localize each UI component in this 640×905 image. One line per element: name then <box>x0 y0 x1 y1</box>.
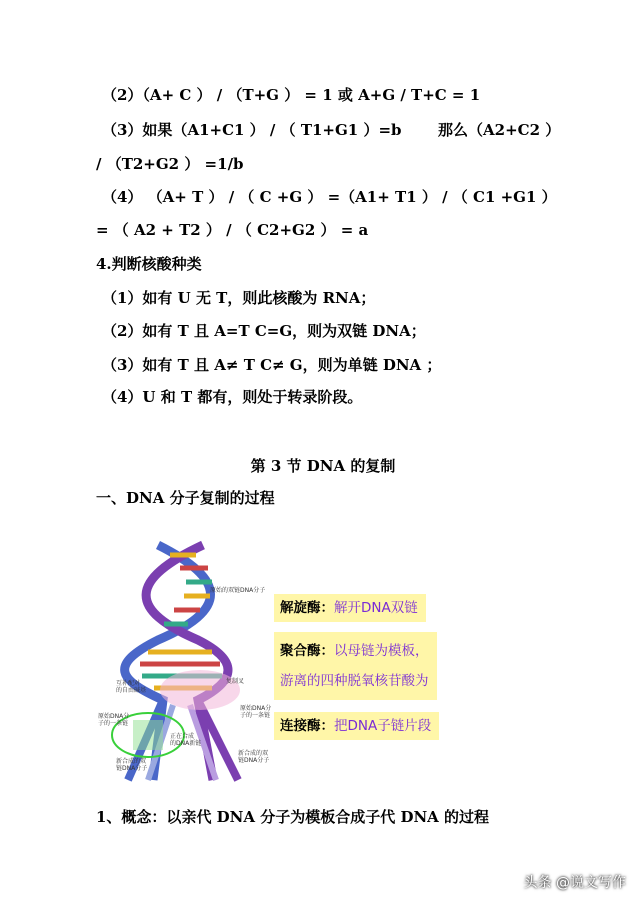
label-new-left: 新合成的双 <box>116 758 147 765</box>
dna-helix-illustration <box>88 540 288 785</box>
label-orig-right2: 子的一条链 <box>240 712 271 719</box>
label-top: 原始的双链DNA分子 <box>210 587 266 594</box>
label-orig-right: 原始DNA分 <box>240 705 272 712</box>
ligase-box: 连接酶：把DNA子链片段 <box>274 712 439 740</box>
dna-replication-figure <box>88 540 448 785</box>
label-new-chain2: 的DNA新链 <box>170 740 202 747</box>
helicase-box: 解旋酶：解开DNA双链 <box>274 594 426 622</box>
watermark: 头条 @说文写作 <box>523 875 626 891</box>
label-orig-left2: 子的一条链 <box>98 720 129 727</box>
label-orig-left: 原始DNA分 <box>98 713 130 720</box>
section-title: 第 3 节 DNA 的复制 <box>250 457 396 475</box>
label-fork: 复制叉 <box>226 678 245 685</box>
label-new-right: 新合成的双 <box>238 750 269 757</box>
label-new-chain: 正在合成 <box>170 733 195 740</box>
label-new-left2: 链DNA分子 <box>116 765 148 772</box>
label-pair2: 的自由碱基 <box>116 687 147 694</box>
label-new-right2: 链DNA分子 <box>238 757 270 764</box>
label-pair: 互补配对 <box>116 680 141 687</box>
polymerase-box: 聚合酶：以母链为模板， 游离的四种脱氧核苷酸为 <box>274 632 437 700</box>
